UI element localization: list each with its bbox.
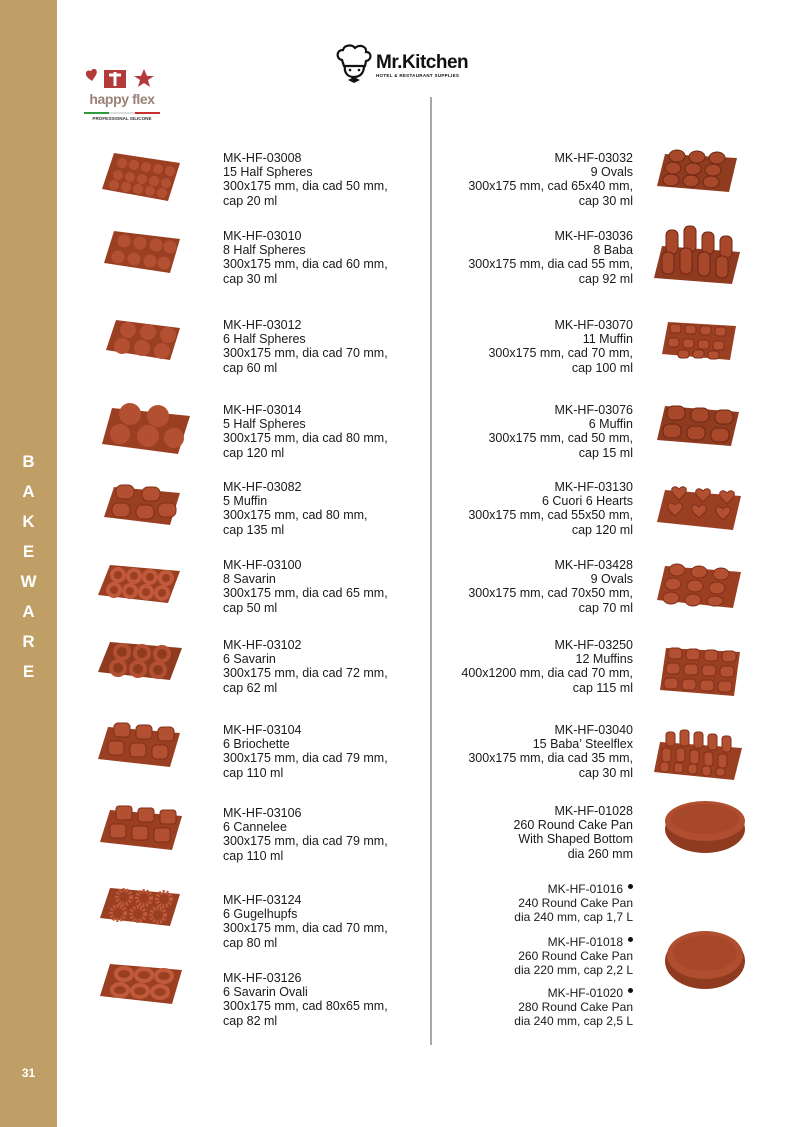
product-info <box>488 403 633 460</box>
product-code: MK-HF-03032 <box>554 151 633 165</box>
partner-tagline: PROFESSIONAL SILICONE <box>92 116 152 121</box>
product-info <box>514 986 633 1028</box>
product-name: 6 Cuori 6 Hearts <box>541 494 633 509</box>
product-info <box>468 229 633 286</box>
product-info <box>468 558 633 615</box>
product-info <box>514 935 633 977</box>
mold-image <box>104 318 182 362</box>
product-info <box>223 723 388 780</box>
product-code: MK-HF-01020 <box>547 986 623 1000</box>
product-name: 9 Ovals <box>590 165 633 180</box>
product-name: 15 Half Spheres <box>223 165 313 180</box>
heart-star-icon <box>82 66 162 92</box>
product-info <box>223 403 388 460</box>
flag-stripe-green <box>84 112 109 114</box>
product-info <box>223 806 388 863</box>
product-capacity: cap 20 ml <box>223 193 278 208</box>
product-code: MK-HF-03010 <box>223 229 302 243</box>
product-spec: 300x175 mm, dia cad 60 mm, <box>223 257 388 272</box>
mold-image <box>655 146 739 194</box>
product-info <box>223 558 388 615</box>
product-info <box>488 318 633 375</box>
product-name: 6 Briochette <box>223 737 290 752</box>
mold-image <box>652 222 744 288</box>
product-spec: 300x175 mm, cad 65x40 mm, <box>468 179 633 194</box>
product-code: MK-HF-03102 <box>223 638 302 652</box>
product-name: 6 Savarin Ovali <box>223 985 308 1000</box>
product-capacity: cap 62 ml <box>223 680 278 695</box>
product-capacity: cap 120 ml <box>223 445 285 460</box>
product-name: 8 Half Spheres <box>223 243 306 258</box>
product-code: MK-HF-01018 <box>547 935 623 949</box>
product-name: 280 Round Cake Pan <box>518 1000 633 1014</box>
product-capacity: cap 110 ml <box>223 848 284 863</box>
product-capacity: cap 60 ml <box>223 360 278 375</box>
product-info <box>223 318 388 375</box>
product-capacity: cap 30 ml <box>223 271 278 286</box>
product-name: 11 Muffin <box>582 332 633 347</box>
mold-image <box>100 151 182 203</box>
sidebar <box>0 0 57 1127</box>
mold-image <box>96 719 182 769</box>
product-name: 5 Half Spheres <box>223 417 306 432</box>
product-name: 6 Cannelee <box>223 820 287 835</box>
product-code: MK-HF-03124 <box>223 893 302 907</box>
product-desc: With Shaped Bottom <box>518 832 633 847</box>
mold-image <box>660 318 738 362</box>
partner-logo <box>82 66 162 126</box>
product-capacity: cap 50 ml <box>223 600 278 615</box>
product-code: MK-HF-01028 <box>554 804 633 818</box>
bullet-icon <box>628 988 633 993</box>
product-code: MK-HF-03008 <box>223 151 302 165</box>
product-capacity: cap 115 ml <box>572 680 633 695</box>
product-info <box>514 882 633 924</box>
product-capacity: cap 100 ml <box>571 360 633 375</box>
product-code: MK-HF-03428 <box>554 558 633 572</box>
sidebar-letter: A <box>22 482 35 501</box>
mold-image <box>96 640 184 682</box>
product-spec: 300x175 mm, cad 70 mm, <box>488 346 633 361</box>
brand-name: Mr.Kitchen <box>376 52 469 73</box>
product-spec: 300x175 mm, cad 70x50 mm, <box>468 586 633 601</box>
product-code: MK-HF-03082 <box>223 480 302 494</box>
column-divider <box>430 97 432 1045</box>
product-code: MK-HF-03130 <box>554 480 633 494</box>
product-info <box>223 638 388 695</box>
product-spec: 300x175 mm, cad 80 mm, <box>223 508 368 523</box>
product-spec: 300x175 mm, dia cad 70 mm, <box>223 921 388 936</box>
cake-pan-image <box>662 797 748 855</box>
product-name: 260 Round Cake Pan <box>513 818 633 833</box>
product-spec: 300x175 mm, dia cad 35 mm, <box>468 751 633 766</box>
product-spec: dia 240 mm, cap 2,5 L <box>514 1014 633 1028</box>
product-code: MK-HF-03070 <box>554 318 633 332</box>
sidebar-letter: E <box>22 662 35 681</box>
bullet-icon <box>628 884 633 889</box>
product-name: 8 Baba <box>593 243 633 258</box>
chef-hat-icon <box>334 44 374 86</box>
product-capacity: cap 92 ml <box>578 271 633 286</box>
product-info <box>468 723 633 780</box>
product-info <box>461 638 633 695</box>
mold-image <box>652 722 744 782</box>
product-name: 260 Round Cake Pan <box>518 949 633 963</box>
mold-image <box>98 884 182 928</box>
product-capacity: cap 135 ml <box>223 522 285 537</box>
product-code: MK-HF-03076 <box>554 403 633 417</box>
mold-image <box>655 480 743 532</box>
product-capacity: cap 110 ml <box>223 765 284 780</box>
product-code: MK-HF-03126 <box>223 971 302 985</box>
product-info <box>223 229 388 286</box>
product-spec: 300x175 mm, dia cad 80 mm, <box>223 431 388 446</box>
sidebar-letter: E <box>22 542 35 561</box>
product-spec: dia 240 mm, cap 1,7 L <box>514 910 633 924</box>
sidebar-letter: K <box>22 512 35 531</box>
product-code: MK-HF-03104 <box>223 723 302 737</box>
mold-image <box>102 481 182 527</box>
product-info <box>223 151 388 208</box>
mold-image <box>98 802 184 852</box>
product-code: MK-HF-03036 <box>554 229 633 243</box>
sidebar-letter: W <box>20 572 37 591</box>
product-capacity: cap 120 ml <box>571 522 633 537</box>
cake-pan-image <box>662 925 748 991</box>
product-spec: dia 220 mm, cap 2,2 L <box>514 963 633 977</box>
product-capacity: cap 80 ml <box>223 935 278 950</box>
product-spec: 400x1200 mm, dia cad 70 mm, <box>461 666 633 681</box>
product-spec: 300x175 mm, dia cad 70 mm, <box>223 346 388 361</box>
product-info <box>223 893 388 950</box>
product-code: MK-HF-03100 <box>223 558 302 572</box>
product-spec: 300x175 mm, cad 80x65 mm, <box>223 999 388 1014</box>
product-spec: 300x175 mm, dia cad 50 mm, <box>223 179 388 194</box>
product-capacity: cap 30 ml <box>578 765 633 780</box>
product-info <box>468 151 633 208</box>
mold-image <box>658 642 742 698</box>
product-spec: 300x175 mm, dia cad 72 mm, <box>223 666 388 681</box>
brand-subtitle: HOTEL & RESTAURANT SUPPLIES <box>376 73 460 78</box>
product-code: MK-HF-03012 <box>223 318 302 332</box>
product-name: 6 Gugelhupfs <box>223 907 298 922</box>
product-name: 6 Half Spheres <box>223 332 306 347</box>
product-code: MK-HF-03014 <box>223 403 302 417</box>
page-number: 31 <box>21 1066 36 1080</box>
product-info <box>223 971 388 1028</box>
flag-stripe-white <box>109 112 135 114</box>
product-name: 8 Savarin <box>223 572 276 587</box>
mold-image <box>98 962 184 1006</box>
mold-image <box>96 563 182 605</box>
product-capacity: cap 15 ml <box>578 445 633 460</box>
product-info <box>468 480 633 537</box>
product-name: 9 Ovals <box>590 572 633 587</box>
product-capacity: cap 70 ml <box>578 600 633 615</box>
product-spec: 300x175 mm, dia cad 65 mm, <box>223 586 388 601</box>
partner-name: happy flex <box>89 91 155 107</box>
mold-image <box>100 400 192 456</box>
product-spec: 300x175 mm, dia cad 55 mm, <box>468 257 633 272</box>
product-code: MK-HF-03040 <box>554 723 633 737</box>
product-name: 5 Muffin <box>223 494 268 509</box>
product-name: 6 Muffin <box>588 417 633 432</box>
product-capacity: cap 82 ml <box>223 1013 278 1028</box>
product-name: 12 Muffins <box>575 652 633 667</box>
product-capacity: cap 30 ml <box>578 193 633 208</box>
sidebar-letter: A <box>22 602 35 621</box>
product-code: MK-HF-01016 <box>547 882 623 896</box>
mold-image <box>102 229 182 275</box>
brand-logo <box>334 44 474 86</box>
mold-image <box>655 558 743 610</box>
product-spec: 300x175 mm, dia cad 79 mm, <box>223 751 388 766</box>
product-spec: dia 260 mm <box>567 846 633 861</box>
product-code: MK-HF-03250 <box>554 638 633 652</box>
product-name: 6 Savarin <box>223 652 276 667</box>
mold-image <box>655 400 741 448</box>
sidebar-letter: R <box>22 632 35 651</box>
product-spec: 300x175 mm, cad 50 mm, <box>488 431 633 446</box>
sidebar-category-label <box>0 447 57 687</box>
flag-stripe-red <box>135 112 160 114</box>
product-spec: 300x175 mm, cad 55x50 mm, <box>468 508 633 523</box>
sidebar-letter: B <box>22 452 35 471</box>
product-info <box>513 804 633 861</box>
product-name: 240 Round Cake Pan <box>518 896 633 910</box>
product-name: 15 Baba’ Steelflex <box>532 737 633 752</box>
product-spec: 300x175 mm, dia cad 79 mm, <box>223 834 388 849</box>
bullet-icon <box>628 937 633 942</box>
product-info <box>223 480 368 537</box>
product-code: MK-HF-03106 <box>223 806 302 820</box>
